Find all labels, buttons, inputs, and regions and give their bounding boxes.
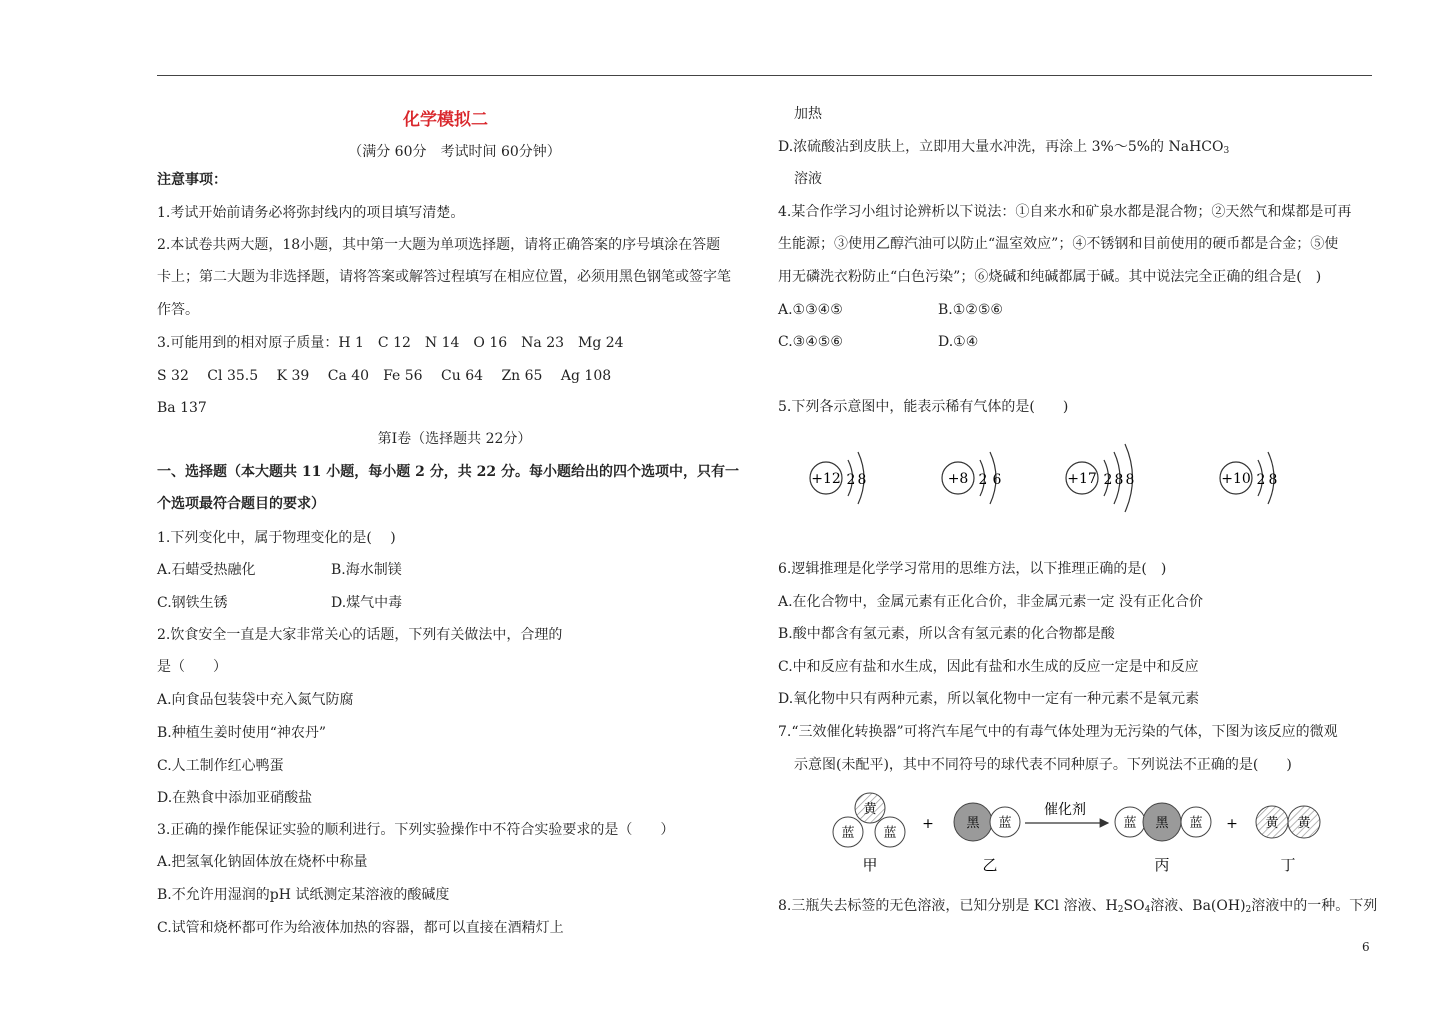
note-1: 1.考试开始前请务必将弥封线内的项目填写清楚。 <box>157 205 465 221</box>
q6-option-d: D.氧化物中只有两种元素，所以氧化物中一定有一种元素不是氧元素 <box>778 691 1200 707</box>
svg-text:8: 8 <box>1125 472 1135 488</box>
header-rule <box>157 75 1372 76</box>
q1-option-a: A.石蜡受热融化 <box>157 562 256 578</box>
exam-title: 化学模拟二 <box>403 110 488 130</box>
atom-diagram-a <box>810 452 866 544</box>
svg-text:黄: 黄 <box>863 802 877 817</box>
q4-option-a: A.①③④⑤ <box>778 302 843 318</box>
q2-option-b: B.种植生姜时使用“神农丹” <box>157 725 327 741</box>
svg-text:2: 2 <box>978 472 988 488</box>
q2-stem-2: 是（ ） <box>157 659 227 675</box>
q2-option-c: C.人工制作红心鸭蛋 <box>157 758 284 774</box>
q6-stem: 6.逻辑推理是化学学习常用的思维方法，以下推理正确的是( ) <box>778 561 1167 577</box>
atom-diagram-d <box>1220 452 1277 544</box>
svg-text:黑: 黑 <box>1155 816 1169 831</box>
svg-text:+10: +10 <box>1221 471 1251 487</box>
molecule-yi <box>954 803 1020 874</box>
svg-text:8: 8 <box>857 472 867 488</box>
svg-text:黄: 黄 <box>1265 816 1279 831</box>
q4-stem-2: 生能源；③使用乙醇汽油可以防止“温室效应”；④不锈钢和目前使用的硬币都是合金；⑤使 <box>778 236 1339 252</box>
svg-text:蓝: 蓝 <box>841 826 855 841</box>
q5-atom-structure-diagrams <box>790 432 1310 544</box>
svg-text:黄: 黄 <box>1297 816 1311 831</box>
svg-text:2: 2 <box>846 472 856 488</box>
note-2-line-1: 2.本试卷共两大题，18小题，其中第一大题为单项选择题，请将正确答案的序号填涂在答题 <box>157 237 721 253</box>
q3-option-d-cont: 溶液 <box>794 171 822 187</box>
section-instructions-1: 一、选择题（本大题共 11 小题，每小题 2 分，共 22 分。每小题给出的四个选项中，只有一 <box>157 464 739 480</box>
svg-text:+12: +12 <box>811 471 841 487</box>
page-number: 6 <box>1362 940 1370 954</box>
note-3-line-3: Ba 137 <box>157 400 207 416</box>
q4-option-d: D.①④ <box>938 334 979 350</box>
svg-text:甲: 甲 <box>862 856 878 874</box>
q2-stem-1: 2.饮食安全一直是大家非常关心的话题，下列有关做法中，合理的 <box>157 627 563 643</box>
section-title: 第Ⅰ卷（选择题共 22分） <box>377 431 532 447</box>
atom-diagram-c <box>1066 444 1134 544</box>
exam-subtitle: （满分 60分 考试时间 60分钟） <box>348 144 561 160</box>
svg-text:蓝: 蓝 <box>998 816 1012 831</box>
svg-text:催化剂: 催化剂 <box>1044 802 1086 818</box>
q2-option-d: D.在熟食中添加亚硝酸盐 <box>157 790 313 806</box>
reaction-arrow <box>1025 801 1108 823</box>
note-3-line-1: 3.可能用到的相对原子质量：H 1 C 12 N 14 O 16 Na 23 Mg 24 <box>157 335 624 351</box>
q4-stem-3: 用无磷洗衣粉防止“白色污染”；⑥烧碱和纯碱都属于碱。其中说法完全正确的组合是( ) <box>778 269 1322 285</box>
q3-option-a: A.把氢氧化钠固体放在烧杯中称量 <box>157 854 368 870</box>
q4-option-b: B.①②⑤⑥ <box>938 302 1003 318</box>
q5-stem: 5.下列各示意图中，能表示稀有气体的是( ) <box>778 399 1069 415</box>
q8-stem: 8.三瓶失去标签的无色溶液，已知分别是 KCl 溶液、$H_2SO_4$溶液、$Ba(OH)_2$溶液中的一种。下列 <box>778 898 1378 915</box>
q1-option-b: B.海水制镁 <box>331 562 402 578</box>
svg-text:6: 6 <box>992 472 1002 488</box>
note-3-line-2: S 32 Cl 35.5 K 39 Ca 40 Fe 56 Cu 64 Zn 65 Ag 108 <box>157 368 612 384</box>
section-instructions-2: 个选项最符合题目的要求） <box>157 496 325 512</box>
atom-diagram-b <box>942 452 1002 544</box>
q2-option-a: A.向食品包装袋中充入氮气防腐 <box>157 692 354 708</box>
svg-text:蓝: 蓝 <box>883 826 897 841</box>
q3-stem: 3.正确的操作能保证实验的顺利进行。下列实验操作中不符合实验要求的是（ ） <box>157 822 675 838</box>
svg-text:丙: 丙 <box>1154 856 1170 874</box>
q7-reaction-diagram <box>820 788 1340 880</box>
svg-text:蓝: 蓝 <box>1123 816 1137 831</box>
q7-stem-2: 示意图(未配平)，其中不同符号的球代表不同种原子。下列说法不正确的是( ) <box>794 757 1292 773</box>
q3-option-c-cont: 加热 <box>794 106 822 122</box>
q1-option-d: D.煤气中毒 <box>331 595 403 611</box>
q3-option-c: C.试管和烧杯都可作为给液体加热的容器，都可以直接在酒精灯上 <box>157 920 564 936</box>
molecule-jia <box>833 793 905 874</box>
q6-option-a: A.在化合物中，金属元素有正化合价，非金属元素一定 没有正化合价 <box>778 594 1204 610</box>
q3-option-b: B.不允许用湿润的pH 试纸测定某溶液的酸碱度 <box>157 887 450 903</box>
q1-stem: 1.下列变化中，属于物理变化的是( ) <box>157 530 396 546</box>
q1-option-c: C.钢铁生锈 <box>157 595 228 611</box>
notes-heading: 注意事项： <box>157 172 227 188</box>
molecule-bing <box>1115 803 1211 874</box>
q4-option-c: C.③④⑤⑥ <box>778 334 843 350</box>
svg-text:蓝: 蓝 <box>1189 816 1203 831</box>
plus-sign-1: + <box>922 816 934 832</box>
svg-text:+8: +8 <box>947 471 969 487</box>
svg-text:+17: +17 <box>1067 471 1097 487</box>
svg-text:2: 2 <box>1256 472 1266 488</box>
q7-stem-1: 7.“三效催化转换器”可将汽车尾气中的有毒气体处理为无污染的气体，下图为该反应的微观 <box>778 724 1338 740</box>
plus-sign-2: + <box>1226 816 1238 832</box>
svg-text:黑: 黑 <box>966 816 980 831</box>
molecule-ding <box>1256 806 1320 874</box>
svg-text:8: 8 <box>1268 472 1278 488</box>
q3-option-d: D.浓硫酸沾到皮肤上，立即用大量水冲洗，再涂上 3%～5%的 NaHCO$_3$ <box>778 139 1230 156</box>
q6-option-b: B.酸中都含有氢元素，所以含有氢元素的化合物都是酸 <box>778 626 1115 642</box>
note-2-line-2: 卡上；第二大题为非选择题，请将答案或解答过程填写在相应位置，必须用黑色钢笔或签字笔 <box>157 269 731 285</box>
svg-text:8: 8 <box>1114 472 1124 488</box>
note-2-line-3: 作答。 <box>157 302 199 318</box>
svg-text:乙: 乙 <box>982 856 998 874</box>
q4-stem-1: 4.某合作学习小组讨论辨析以下说法：①自来水和矿泉水都是混合物；②天然气和煤都是可再 <box>778 204 1352 220</box>
svg-text:2: 2 <box>1103 472 1113 488</box>
svg-text:丁: 丁 <box>1280 856 1296 874</box>
q6-option-c: C.中和反应有盐和水生成，因此有盐和水生成的反应一定是中和反应 <box>778 659 1199 675</box>
